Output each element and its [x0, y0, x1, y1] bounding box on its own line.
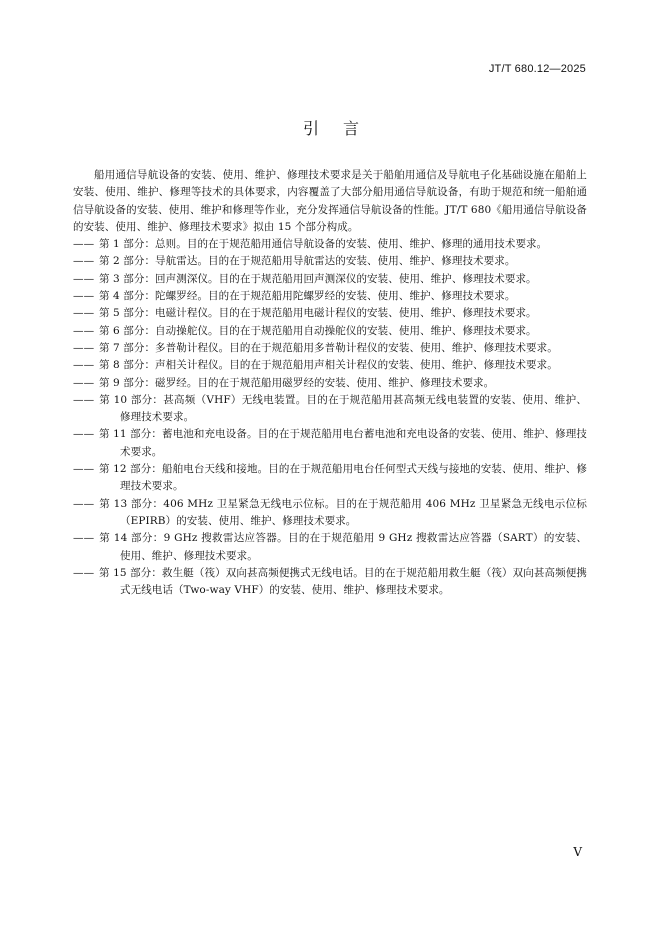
part-item: [73, 288, 587, 305]
parts-list: [73, 236, 587, 599]
part-item: [73, 323, 587, 340]
em-dash: ——: [73, 428, 95, 441]
em-dash: ——: [73, 497, 95, 510]
part-text: 第 8 部分：声相关计程仪。目的在于规范船用声相关计程仪的安装、使用、维护、修理技术要求。: [99, 359, 558, 372]
part-item: [73, 305, 587, 322]
intro-paragraph: 船用通信导航设备的安装、使用、维护、修理技术要求是关于船舶用通信及导航电子化基础设施在船舶上安装、使用、维护、修理等技术的具体要求，内容覆盖了大部分船用通信导航设备，有助于规范和统一船舶通信导航设备的安装、使用、维护和修理等作业，充分发挥通信导航设备的性能。JT/T 680《船用通信导航设备的安装、使用、维护、修理技术要求》拟由 15 个部分构成。: [73, 169, 587, 233]
part-text: 第 2 部分：导航雷达。目的在于规范船用导航雷达的安装、使用、维护、修理技术要求。: [99, 255, 516, 268]
em-dash: ——: [73, 255, 95, 268]
part-text: 第 14 部分：9 GHz 搜救雷达应答器。目的在于规范船用 9 GHz 搜救雷达应答器（SART）的安装、使用、维护、修理技术要求。: [99, 532, 587, 562]
part-text: 第 12 部分：船舶电台天线和接地。目的在于规范船用电台任何型式天线与接地的安装、使用、维护、修理技术要求。: [99, 463, 587, 493]
em-dash: ——: [73, 566, 95, 579]
part-text: 第 3 部分：回声测深仪。目的在于规范船用回声测深仪的安装、使用、维护、修理技术要求。: [99, 272, 537, 285]
page-title: 引言: [302, 119, 383, 138]
part-text: 第 13 部分：406 MHz 卫星紧急无线电示位标。目的在于规范船用 406 MHz 卫星紧急无线电示位标（EPIRB）的安装、使用、维护、修理技术要求。: [99, 497, 587, 527]
em-dash: ——: [73, 290, 95, 303]
document-code: JT/T 680.12—2025: [488, 63, 586, 75]
part-text: 第 15 部分：救生艇（筏）双向甚高频便携式无线电话。目的在于规范船用救生艇（筏）双向甚高频便携式无线电话（Two-way VHF）的安装、使用、维护、修理技术要求。: [99, 566, 587, 597]
em-dash: ——: [73, 359, 95, 372]
part-text: 第 11 部分：蓄电池和充电设备。目的在于规范船用电台蓄电池和充电设备的安装、使用、维护、修理技术要求。: [99, 428, 587, 458]
em-dash: ——: [73, 341, 95, 354]
em-dash: ——: [73, 393, 95, 406]
part-text: 第 7 部分：多普勒计程仪。目的在于规范船用多普勒计程仪的安装、使用、维护、修理技术要求。: [99, 341, 558, 354]
em-dash: ——: [73, 324, 95, 337]
em-dash: ——: [73, 463, 95, 476]
em-dash: ——: [73, 272, 95, 285]
part-item: [73, 565, 587, 600]
page-number: V: [573, 845, 582, 859]
em-dash: ——: [73, 238, 95, 251]
em-dash: ——: [73, 376, 95, 389]
part-item: [73, 530, 587, 565]
part-item: [73, 392, 587, 427]
part-item: [73, 461, 587, 496]
part-item: [73, 375, 587, 392]
part-text: 第 1 部分：总则。目的在于规范船用通信导航设备的安装、使用、维护、修理的通用技术要求。: [99, 238, 548, 251]
part-item: [73, 340, 587, 357]
part-item: [73, 496, 587, 531]
part-text: 第 4 部分：陀螺罗经。目的在于规范船用陀螺罗经的安装、使用、维护、修理技术要求。: [99, 290, 516, 303]
part-text: 第 5 部分：电磁计程仪。目的在于规范船用电磁计程仪的安装、使用、维护、修理技术要求。: [99, 307, 537, 320]
part-item: [73, 271, 587, 288]
part-item: [73, 357, 587, 374]
body-content: [73, 167, 587, 599]
part-item: [73, 236, 587, 253]
part-text: 第 6 部分：自动操舵仪。目的在于规范船用自动操舵仪的安装、使用、维护、修理技术要求。: [99, 324, 537, 337]
part-text: 第 10 部分：甚高频（VHF）无线电装置。目的在于规范船用甚高频无线电装置的安装、使用、维护、修理技术要求。: [99, 393, 587, 424]
part-text: 第 9 部分：磁罗经。目的在于规范船用磁罗经的安装、使用、维护、修理技术要求。: [99, 376, 495, 389]
part-item: [73, 253, 587, 270]
em-dash: ——: [73, 307, 95, 320]
part-item: [73, 426, 587, 461]
em-dash: ——: [73, 532, 95, 545]
